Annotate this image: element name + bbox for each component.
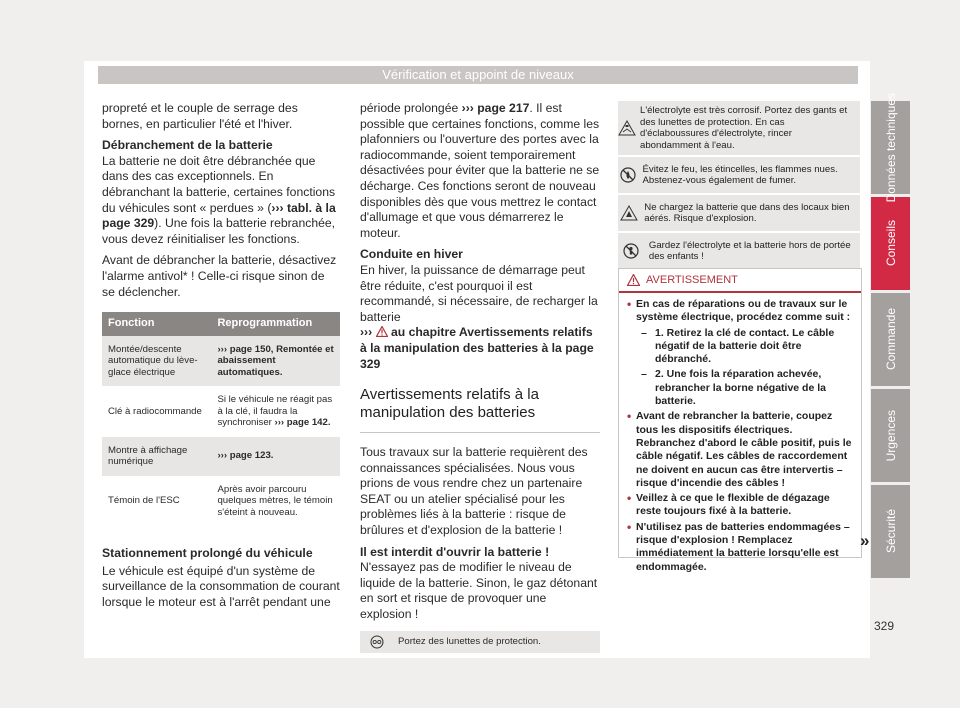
column-1 [102,101,340,617]
list-item: L'électrolyte est très corrosif. Portez des gants et des lunettes de protection. En cas d'éclaboussures d'électrolyte, rincer abondamment à l'eau. [618,101,860,155]
paragraph-debranchement: La batterie ne doit être débranchée que dans des cas exceptionnels. En débranchant la batterie, certaines fonctions du véhicules sont « perdues » (››› tabl. à la page 329). Une fois la batterie rebranchée, vous devez réinitialiser les fonctions. [102,153,336,246]
paragraph-alarme: Avant de débrancher la batterie, désactivez l'alarme antivol* ! Celle-ci risque sinon de se déclencher. [102,253,337,299]
continue-marker: » [860,531,870,550]
table-header-fonction: Fonction [102,312,211,336]
heading-debranchement: Débranchement de la batterie [102,138,273,153]
list-item: • Avant de rebrancher la batterie, coupez tous les dispositifs électriques. Rebranchez d'abord le câble positif, puis le câble négatif. Les câbles de raccordement ne doivent en aucun cas être intervertis – risque d'incendie des câbles ! [627,410,853,490]
list-item: – 2. Une fois la réparation achevée, rebrancher la borne négative de la batterie. [627,368,853,408]
avertissement-title: AVERTISSEMENT [646,274,738,286]
avertissement-header [619,269,861,293]
tab-donnees-techniques[interactable]: Données techniques [871,101,910,194]
heading-stationnement: Stationnement prolongé du véhicule [102,546,313,561]
table-row: Montée/descente automatique du lève-glace électrique ››› page 150, Remontée et abaissement automatiques. [102,336,340,387]
paragraph-interdit: Il est interdit d'ouvrir la batterie ! N'essayez pas de modifier le niveau de liquide de la batterie. Sinon, le gaz détonant en sort et risque de provoquer une explosion ! [360,544,598,622]
intro-text: propreté et le couple de serrage des bornes, en particulier l'été et l'hiver. [102,101,298,131]
side-tabs [871,92,910,581]
list-item: • Veillez à ce que le flexible de dégazage reste toujours fixé à la batterie. [627,492,853,519]
table-row: Clé à radiocommande Si le véhicule ne réagit pas à la clé, il faudra la synchroniser ››› page 142. [108,394,333,429]
avertissement-body [619,293,861,574]
warning-triangle-icon [627,274,640,286]
list-item: • N'utilisez pas de batteries endommagées – risque d'explosion ! Remplacez immédiatement la batterie lorsqu'elle est endommagée. [627,521,853,574]
functions-table [102,312,340,526]
column-2 [360,101,600,655]
tab-commande[interactable]: Commande [871,293,910,386]
paragraph-travaux: Tous travaux sur la batterie requièrent des connaissances spécialisées. Nous vous prions de vous rendre chez un partenaire SEAT ou un atelier spécialisé pour les problèmes liés à la batterie : risque de brûlures et d'explosion de la batterie ! [360,445,588,538]
list-item: – 1. Retirez la clé de contact. Le câble négatif de la batterie doit être débranché. [627,327,853,367]
list-item: Évitez le feu, les étincelles, les flammes nues. Abstenez-vous également de fumer. [618,157,860,193]
no-children-icon [618,243,645,259]
paragraph-hiver: En hiver, la puissance de démarrage peut être réduite, c'est pourquoi il est recommandé, si nécessaire, de recharger la batterie ››› au chapitre Avertissements relatifs à la manipulation des batteries à la page 329 [360,262,598,371]
warning-triangle-icon [376,326,388,337]
goggles-note: Portez des lunettes de protection. [360,631,600,653]
goggles-icon [360,635,394,649]
tab-conseils[interactable]: Conseils [871,197,910,290]
tab-securite[interactable]: Sécurité [871,485,910,578]
paragraph-periode: période prolongée ››› page 217. Il est possible que certaines fonctions, comme les plafonniers ou l'ouverture des portes avec la radiocommande, soient temporairement désactivées pour éviter que la batterie ne se décharge. Ces fonctions seront de nouveau disponibles dès que vous mettrez le contact d'allumage et que vous démarrerez le moteur. [360,101,600,240]
page-header: Vérification et appoint de niveaux [98,66,858,84]
table-link[interactable]: ››› tabl. à la page 329 [102,200,336,231]
table-row: Montre à affichage numérique ››› page 123. [102,437,340,476]
list-item: Ne chargez la batterie que dans des locaux bien aérés. Risque d'explosion. [618,195,860,231]
tab-urgences[interactable]: Urgences [871,389,910,482]
heading-hiver: Conduite en hiver [360,247,463,262]
list-item: Gardez l'électrolyte et la batterie hors de portée des enfants ! [618,233,860,269]
avertissement-box [618,268,862,573]
list-item: • En cas de réparations ou de travaux sur le système électrique, procédez comme suit : [627,298,853,325]
page-number: 329 [874,619,895,633]
no-fire-icon [618,167,639,183]
safety-symbols-list [618,101,860,271]
section-title-avertissements: Avertissements relatifs à la manipulation des batteries [360,386,600,433]
corrosive-icon [618,120,636,136]
explosive-icon [618,205,640,221]
warning-link[interactable]: ››› au chapitre Avertissements relatifs à la manipulation des batteries à la page 329 [360,325,594,371]
table-row: Témoin de l'ESC Après avoir parcouru quelques mètres, le témoin s'éteint à nouveau. [108,483,333,518]
paragraph-stationnement: Le véhicule est équipé d'un système de surveillance de la consommation de courant lorsque le moteur est à l'arrêt pendant une [102,563,340,609]
table-header-reprogrammation: Reprogrammation [211,312,340,336]
page-link-217[interactable]: ››› page 217 [461,101,530,115]
